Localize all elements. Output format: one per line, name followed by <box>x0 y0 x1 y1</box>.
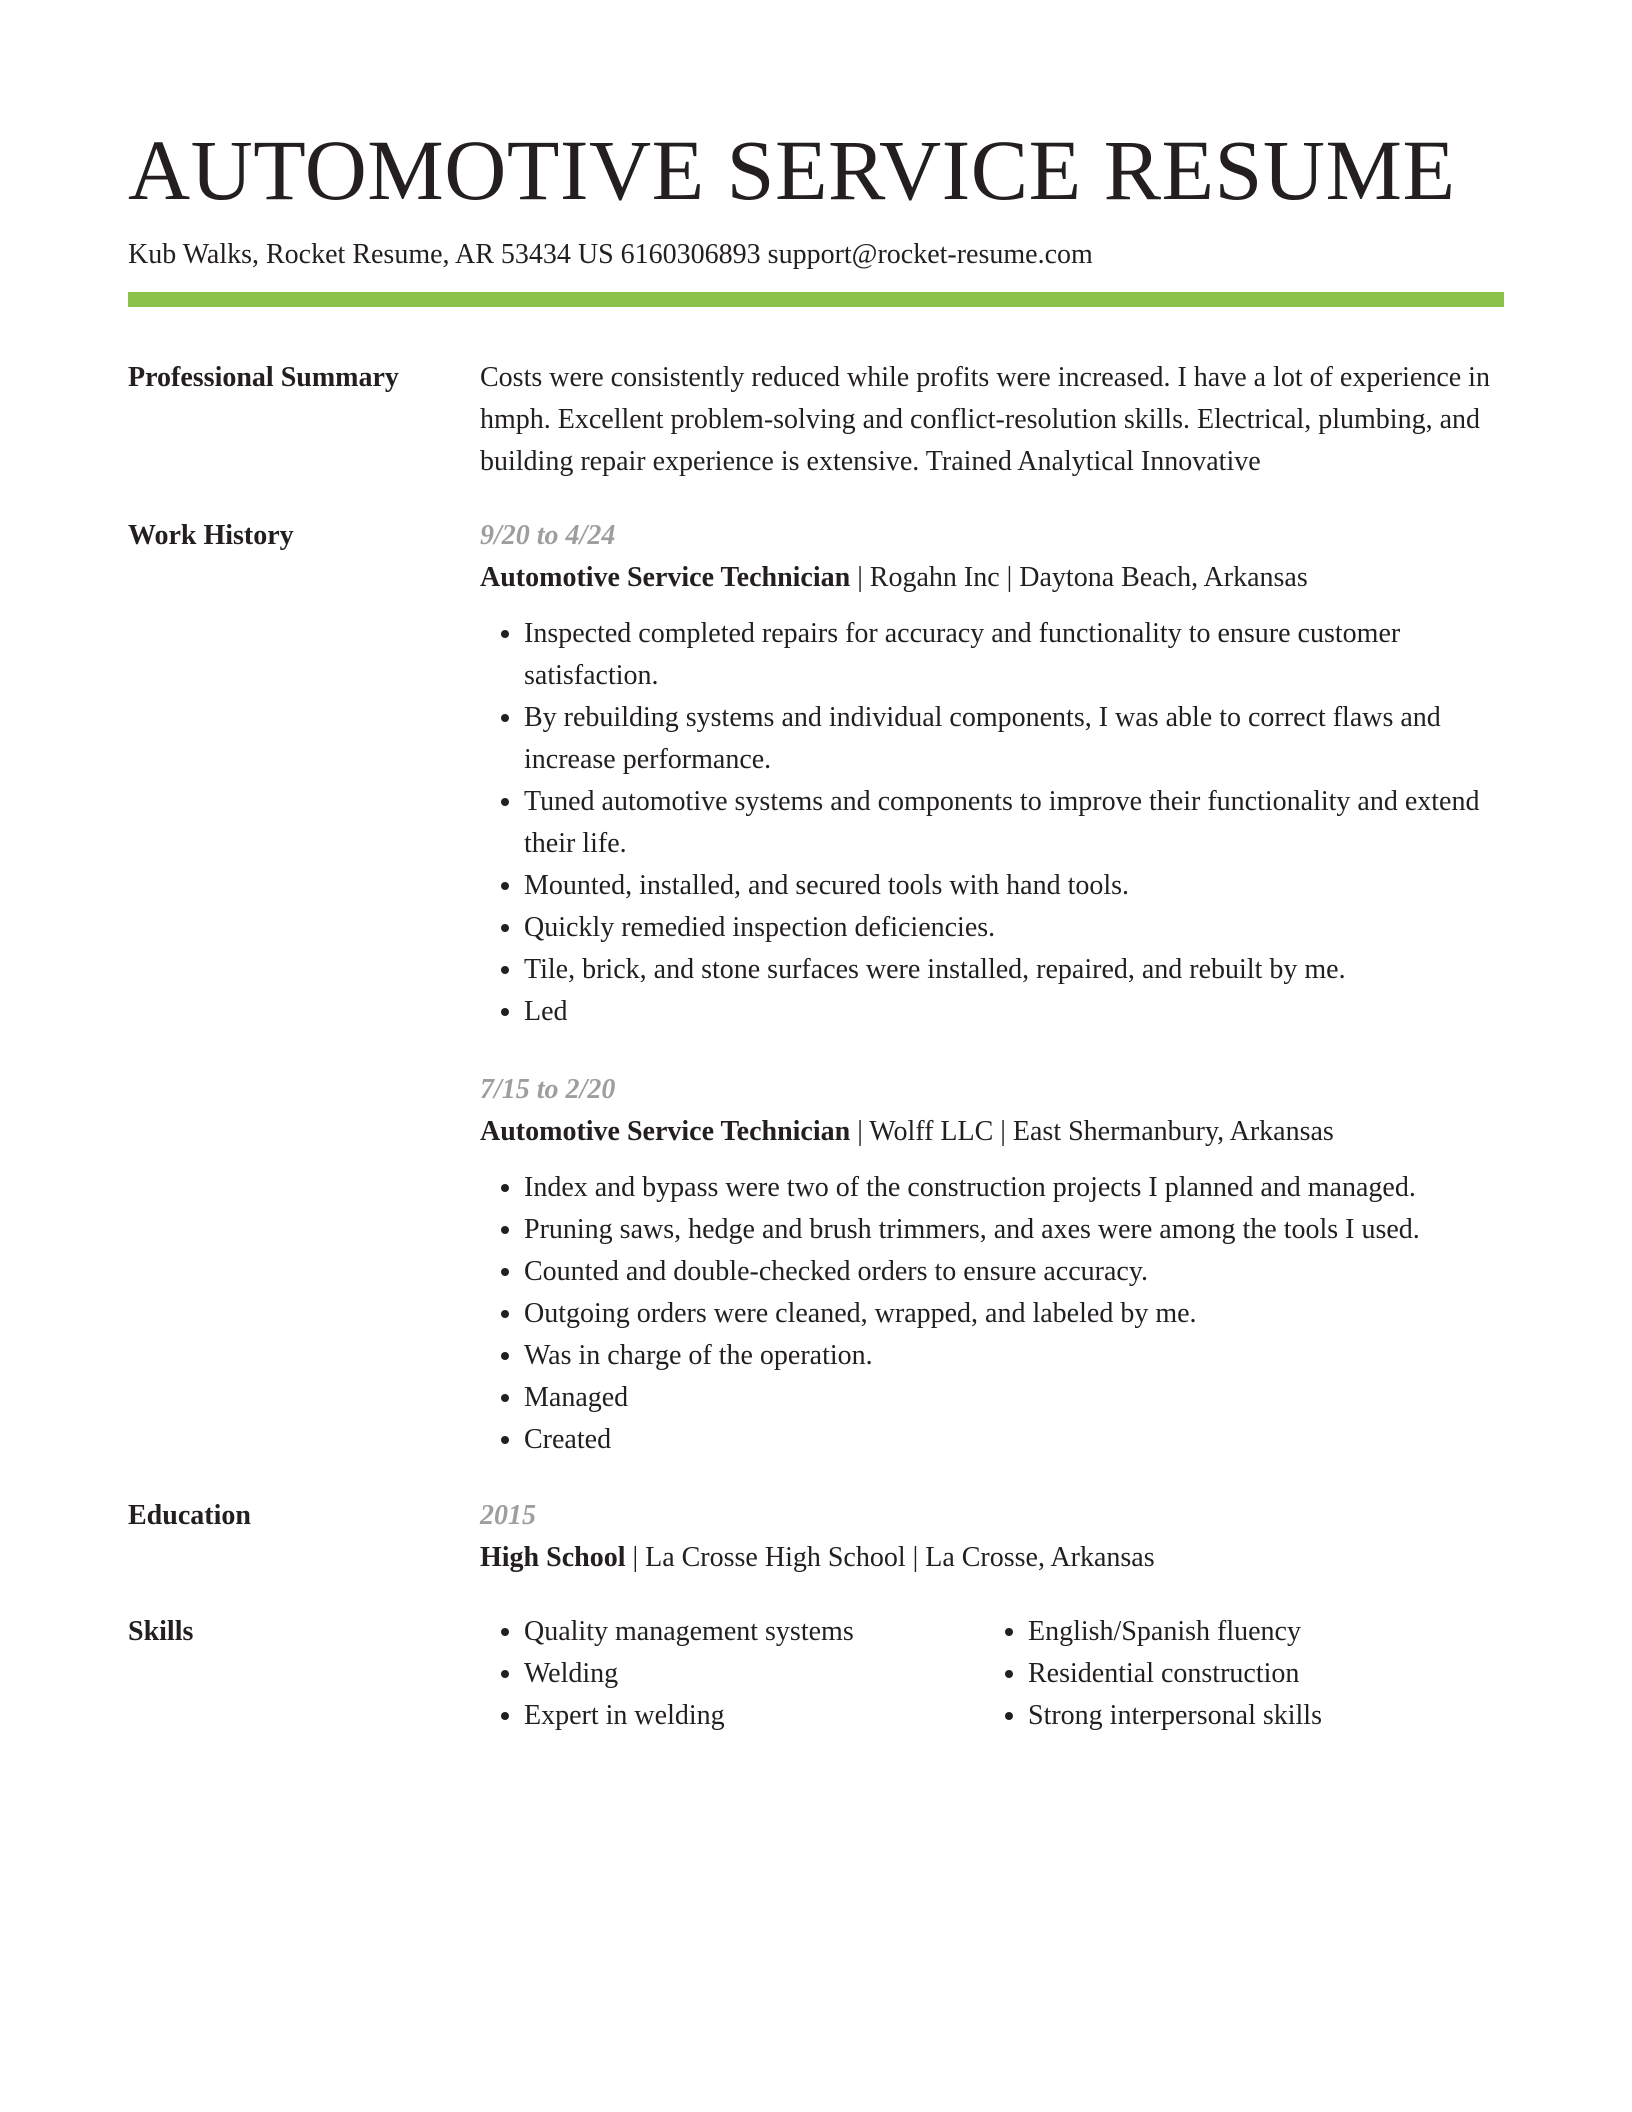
contact-line: Kub Walks, Rocket Resume, AR 53434 US 6160306893 support@rocket-resume.com <box>128 239 1093 270</box>
education-heading <box>480 1537 1504 1579</box>
list-item: • Index and bypass were two of the construction projects I planned and managed. <box>524 1167 1504 1209</box>
job-dates: 9/20 to 4/24 <box>480 520 616 551</box>
list-item: • Managed <box>524 1377 1504 1419</box>
work-history-label: Work History <box>128 520 294 551</box>
summary-text: Costs were consistently reduced while profits were increased. I have a lot of experience in hmph. Excellent problem-solving and conflict-resolution skills. Electrical, plumbing, and building repair experience is extensive. Trained Analytical Innovative <box>480 362 1490 477</box>
skill-item: • Quality management systems <box>524 1611 984 1653</box>
list-item: • Counted and double-checked orders to ensure accuracy. <box>524 1251 1504 1293</box>
education-label: Education <box>128 1500 251 1531</box>
job-bullets <box>480 1167 1504 1461</box>
list-item: • Tuned automotive systems and components to improve their functionality and extend their life. <box>524 781 1504 865</box>
job-heading <box>480 1111 1504 1153</box>
education-section <box>128 1495 1504 1579</box>
skill-item: • Expert in welding <box>524 1695 984 1737</box>
skills-grid <box>480 1611 1504 1737</box>
skill-item: • Residential construction <box>1028 1653 1488 1695</box>
skills-label: Skills <box>128 1616 194 1647</box>
job-company-location: | Wolff LLC | East Shermanbury, Arkansas <box>850 1116 1334 1147</box>
list-item: • Quickly remedied inspection deficiencies. <box>524 907 1504 949</box>
education-school-location: | La Crosse High School | La Crosse, Arkansas <box>625 1542 1155 1573</box>
list-item: • Led <box>524 991 1504 1033</box>
list-item: • Was in charge of the operation. <box>524 1335 1504 1377</box>
skill-item: • Welding <box>524 1653 984 1695</box>
skill-item: • English/Spanish fluency <box>1028 1611 1488 1653</box>
skills-column-right <box>984 1611 1488 1737</box>
job-bullets <box>480 613 1504 1033</box>
resume-page <box>128 120 1504 1737</box>
list-item: • Created <box>524 1419 1504 1461</box>
list-item: • Mounted, installed, and secured tools with hand tools. <box>524 865 1504 907</box>
job-heading <box>480 557 1504 599</box>
list-item: • Pruning saws, hedge and brush trimmers, and axes were among the tools I used. <box>524 1209 1504 1251</box>
skills-section <box>128 1611 1504 1737</box>
skills-column-left <box>480 1611 984 1737</box>
job-company-location: | Rogahn Inc | Daytona Beach, Arkansas <box>850 562 1308 593</box>
list-item: • Inspected completed repairs for accuracy and functionality to ensure customer satisfaction. <box>524 613 1504 697</box>
list-item: • By rebuilding systems and individual components, I was able to correct flaws and increase performance. <box>524 697 1504 781</box>
skill-item: • Strong interpersonal skills <box>1028 1695 1488 1737</box>
work-history-section <box>128 515 1504 1461</box>
job-title: Automotive Service Technician <box>480 562 851 593</box>
accent-divider <box>128 292 1504 307</box>
summary-section <box>128 357 1504 483</box>
list-item: • Tile, brick, and stone surfaces were installed, repaired, and rebuilt by me. <box>524 949 1504 991</box>
job-entry <box>480 515 1504 1033</box>
education-degree: High School <box>480 1542 626 1573</box>
resume-title: AUTOMOTIVE SERVICE RESUME <box>128 122 1456 218</box>
job-entry <box>480 1069 1504 1461</box>
job-dates: 7/15 to 2/20 <box>480 1074 616 1105</box>
list-item: • Outgoing orders were cleaned, wrapped, and labeled by me. <box>524 1293 1504 1335</box>
education-dates: 2015 <box>480 1500 536 1531</box>
summary-label: Professional Summary <box>128 362 399 393</box>
work-history-body <box>480 515 1504 1461</box>
education-body <box>480 1495 1504 1579</box>
job-title: Automotive Service Technician <box>480 1116 851 1147</box>
